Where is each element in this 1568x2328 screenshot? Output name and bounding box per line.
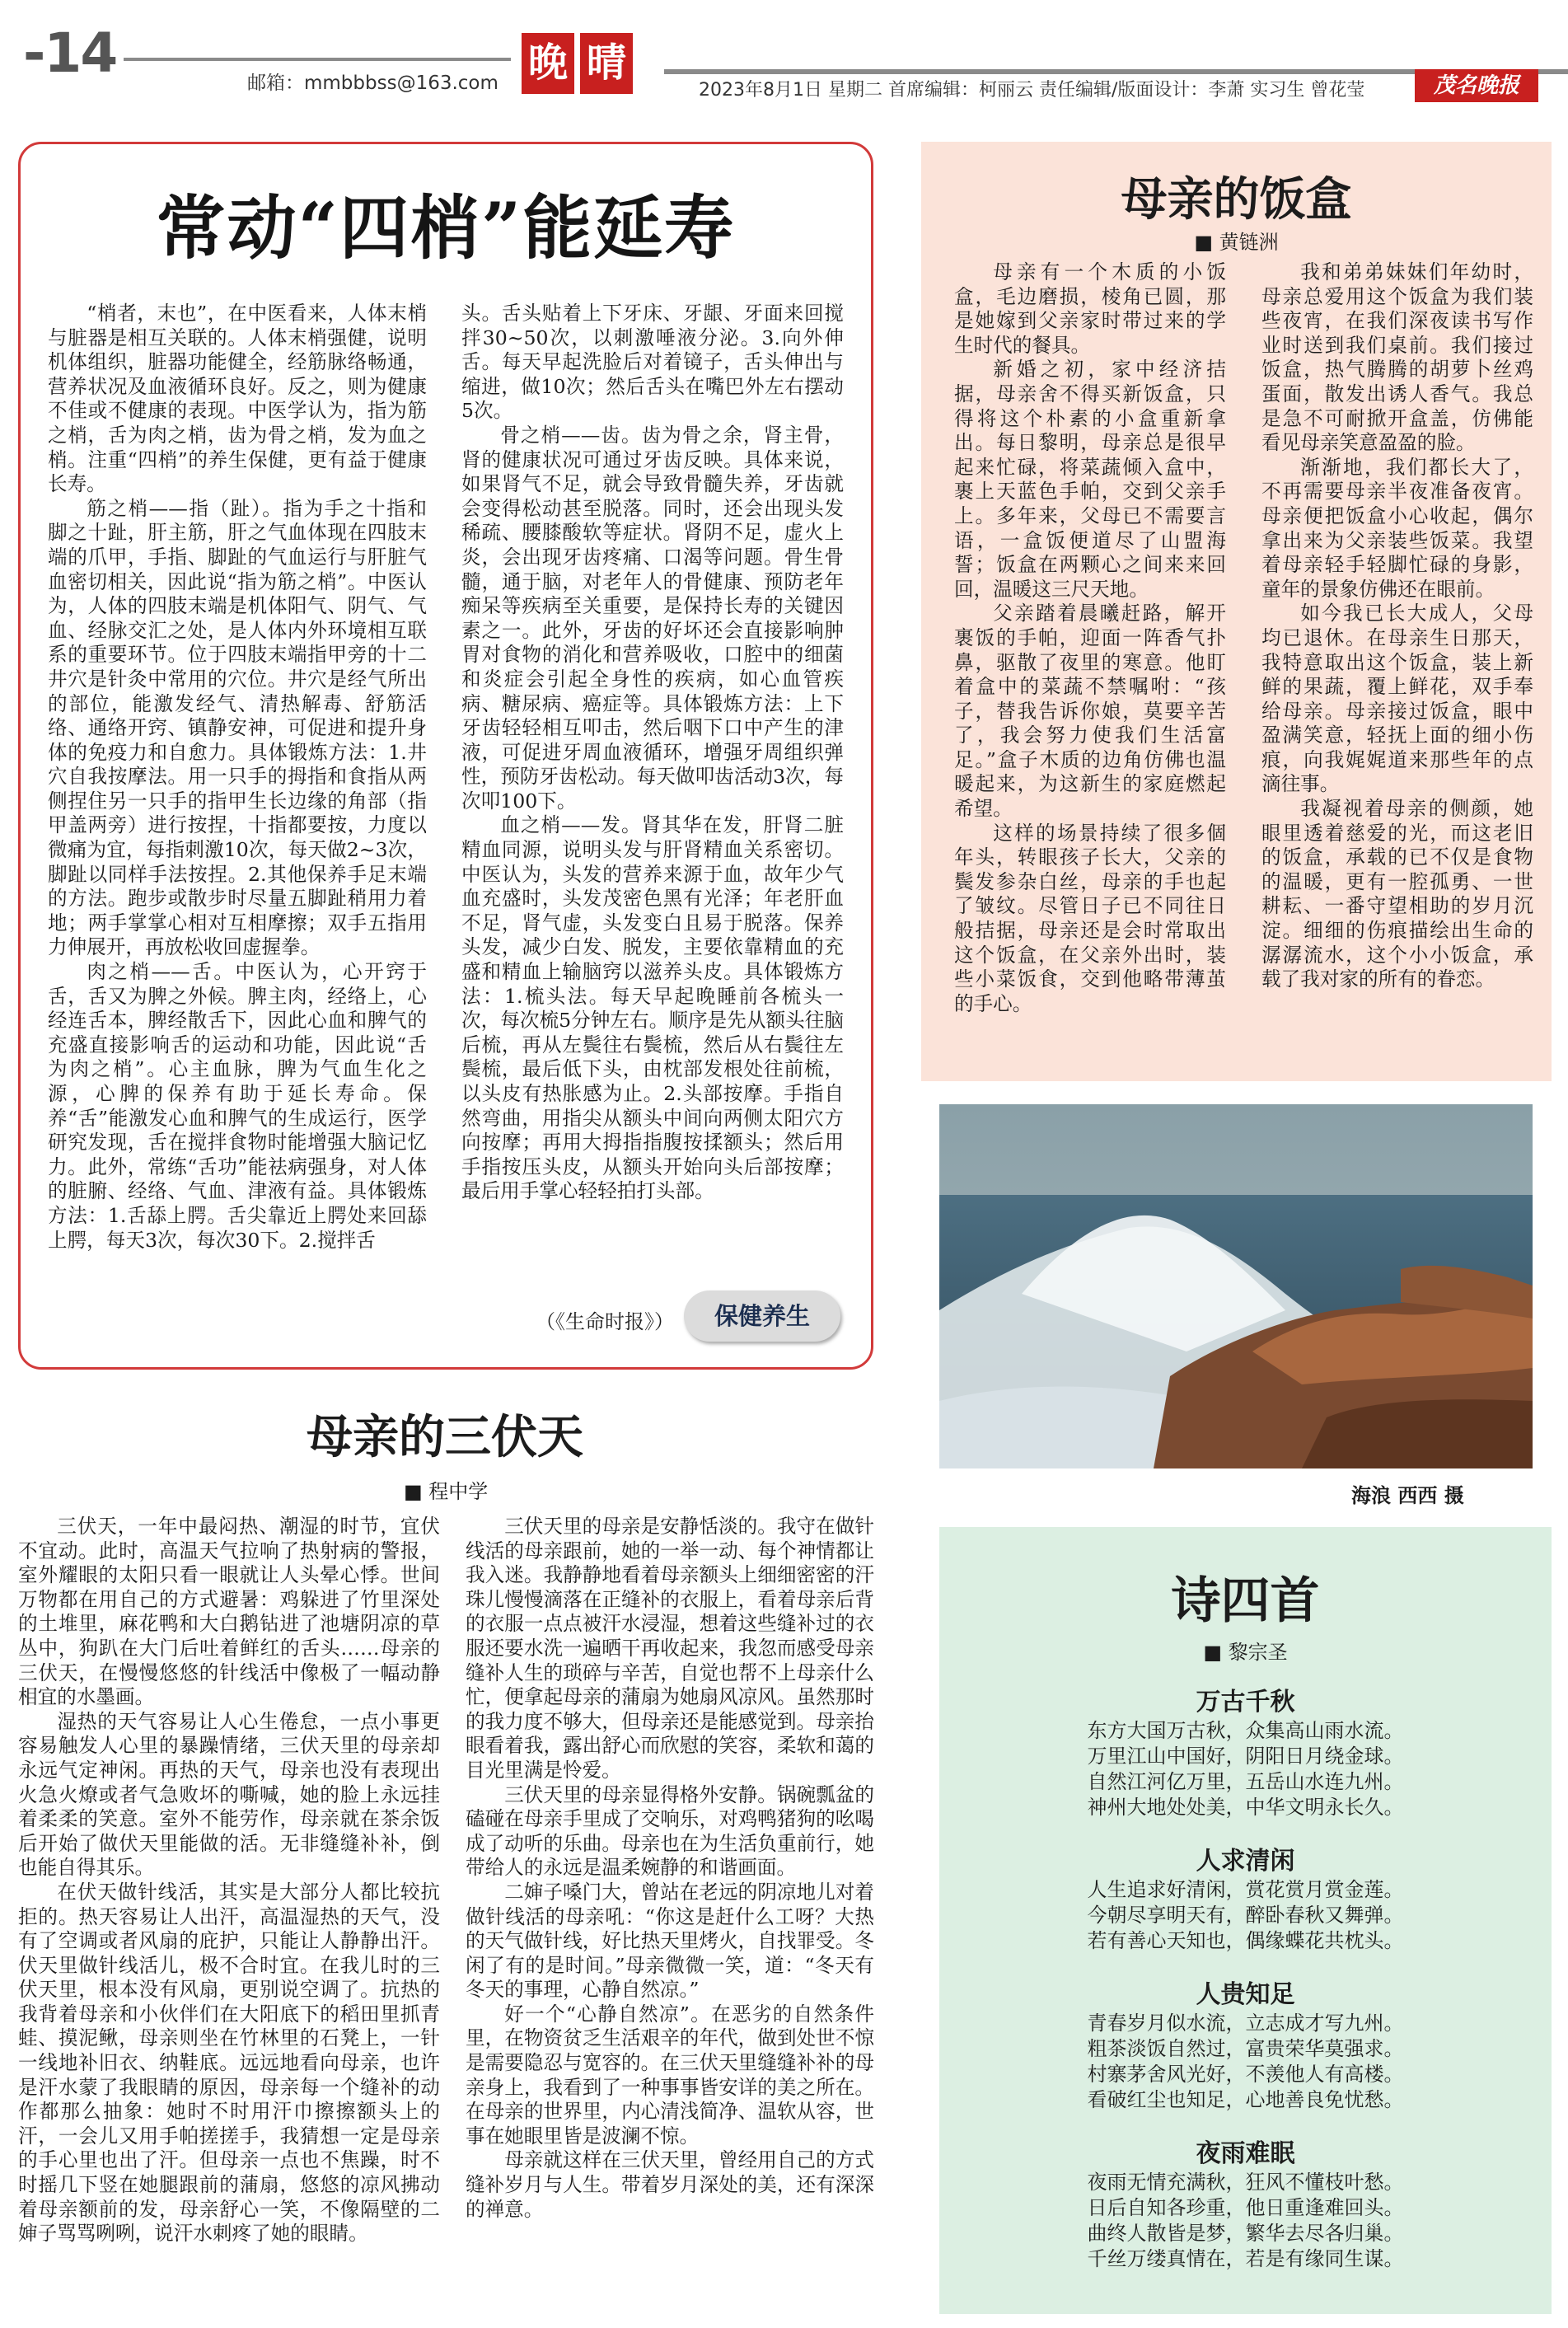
paragraph: 母亲就这样在三伏天里，曾经用自己的方式缝补岁月与人生。带着岁月深处的美，还有深深的禅意。 <box>466 2148 874 2221</box>
poem-line: 人生追求好清闲，赏花赏月赏金莲。 <box>1087 1878 1404 1901</box>
article-lunchbox-column-1 <box>954 260 1226 1016</box>
sea-wave-photo <box>939 1104 1533 1468</box>
article-dogdays-author: ■ 程中学 <box>404 1480 489 1503</box>
paragraph: 三伏天里的母亲显得格外安静。锅碗瓢盆的磕碰在母亲手里成了交响乐，对鸡鸭猪狗的吆喝成了动听的乐曲。母亲也在为生活负重前行，她带给人的永远是温柔婉静的和谐画面。 <box>466 1782 874 1880</box>
poem-line: 今朝尽享明天有，醉卧春秋又舞弹。 <box>1087 1904 1404 1927</box>
header-email: 邮箱：mmbbbss@163.com <box>247 73 498 94</box>
poem-line: 村寨茅舍风光好，不羡他人有高楼。 <box>1087 2063 1404 2086</box>
paragraph: 骨之梢——齿。齿为骨之余，肾主骨，肾的健康状况可通过牙齿反映。具体来说，如果肾气不足，就会导致骨髓失养，牙齿就会变得松动甚至脱落。同时，还会出现头发稀疏、腰膝酸软等症状。肾阴不足，虚火上炎，会出现牙齿疼痛、口渴等问题。骨生骨髓，通于脑，对老年人的骨健康、预防老年痴呆等疾病至关重要，是保持长寿的关键因素之一。此外，牙齿的好坏还会直接影响肿胃对食物的消化和营养吸收，口腔中的细菌和炎症会引起全身性的疾病，如心血管疾病、糖尿病、癌症等。具体锻炼方法：上下牙齿轻轻相互叩击，然后咽下口中产生的津液，可促进牙周血液循环，增强牙周组织弹性，预防牙齿松动。每天做叩齿活动3次，每次叩100下。 <box>461 423 844 813</box>
paragraph: 肉之梢——舌。中医认为，心开窍于舌，舌又为脾之外候。脾主肉，经络上，心经连舌本，脾经散舌下，因此心血和脾气的充盛直接影响舌的运动和功能，因此说“舌为肉之梢”。心主血脉，脾为气血生化之源，心脾的保养有助于延长寿命。保养“舌”能激发心血和脾气的生成运行，医学研究发现，舌在搅拌食物时能增强大脑记忆力。此外，常练“舌功”能祛病强身，对人体的脏腑、经络、气血、津液有益。具体锻炼方法：1.舌舔上腭。舌尖靠近上腭处来回舔上腭，每天3次，每次30下。2.搅拌舌 <box>48 960 427 1252</box>
paragraph: 二婶子嗓门大，曾站在老远的阴凉地儿对着做针线活的母亲吼：“你这是赶什么工呀？大热的天气做针线，好比热天里烤火，自找罪受。冬闲了有的是时间。”母亲微微一笑，道：“冬天有冬天的事理，心静自然凉。” <box>466 1880 874 2002</box>
article-lunchbox-title: 母亲的饭盒 <box>1121 172 1352 227</box>
paragraph: 我和弟弟妹妹们年幼时，母亲总爱用这个饭盒为我们装些夜宵，在我们深夜读书写作业时送到我们桌前。我们接过饭盒，热气腾腾的胡萝卜丝鸡蛋面，散发出诱人香气。我总是急不可耐掀开盒盖，仿佛能看见母亲笑意盈盈的脸。 <box>1261 260 1533 455</box>
poem-line: 日后自知各珍重，他日重逢难回头。 <box>1087 2196 1404 2219</box>
paragraph: 血之梢——发。肾其华在发，肝肾二脏精血同源，说明头发与肝肾精血关系密切。中医认为，头发的营养来源于血，故年少气血充盛时，头发茂密色黑有光泽；年老肝血不足，肾气虚，头发变白且易于脱落。保养头发，减少白发、脱发，主要依靠精血的充盛和精血上输脑窍以滋养头皮。具体锻炼方法：1.梳头法。每天早起晚睡前各梳头一次，每次梳5分钟左右。顺序是先从额头往脑后梳，再从左鬓往右鬓梳，然后从右鬓往左鬓梳，最后低下头，由枕部发根处往前梳，以头皮有热胀感为止。2.头部按摩。手指自然弯曲，用指尖从额头中间向两侧太阳穴方向按摩；再用大拇指指腹按揉额头；然后用手指按压头皮，从额头开始向头后部按摩；最后用手掌心轻轻拍打头部。 <box>461 813 844 1203</box>
poem-title: 夜雨难眠 <box>1196 2139 1295 2168</box>
paragraph: 我凝视着母亲的侧颜，她眼里透着慈爱的光，而这老旧的饭盒，承载的已不仅是食物的温暖，更有一腔孤勇、一世耕耘、一番守望相助的岁月沉淀。细细的伤痕描绘出生命的潺潺流水，这个小小饭盒，承载了我对家的所有的眷恋。 <box>1261 797 1533 991</box>
poem-line: 神州大地处处美，中华文明永长久。 <box>1087 1796 1404 1819</box>
poem-line: 万里江山中国好，阴阳日月绕金球。 <box>1087 1745 1404 1768</box>
poem-title: 万古千秋 <box>1196 1688 1295 1717</box>
article-dogdays-column-2 <box>466 1515 874 2222</box>
poem-line: 夜雨无情充满秋，狂风不懂枝叶愁。 <box>1087 2171 1404 2194</box>
paragraph: 三伏天，一年中最闷热、潮湿的时节，宜伏不宜动。此时，高温天气拉响了热射病的警报，室外耀眼的太阳只看一眼就让人头晕心悸。世间万物都在用自己的方式避暑：鸡躲进了竹里深处的土堆里，麻花鸭和大白鹅钻进了池塘阴凉的草丛中，狗趴在大门后吐着鲜红的舌头……母亲的三伏天，在慢慢悠悠的针线活中像极了一幅动静相宜的水墨画。 <box>18 1515 440 1709</box>
paragraph: “梢者，末也”，在中医看来，人体末梢与脏器是相互关联的。人体末梢强健，说明机体组织，脏器功能健全，经筋脉络畅通，营养状况及血液循环良好。反之，则为健康不佳或不健康的表现。中医学认为，指为筋之梢，舌为肉之梢，齿为骨之梢，发为血之梢。注重“四梢”的养生保健，更有益于健康长寿。 <box>48 302 427 496</box>
article-health-column-1 <box>48 302 427 1253</box>
header-rule <box>124 58 511 61</box>
poem-line: 若有善心天知也，偶缘蝶花共枕头。 <box>1087 1929 1404 1952</box>
article-lunchbox-author: ■ 黄链洲 <box>1194 231 1279 254</box>
paragraph: 湿热的天气容易让人心生倦怠，一点小事更容易触发人心里的暴躁情绪，三伏天里的母亲却永远气定神闲。再热的天气，母亲也没有表现出火急火燎或者气急败坏的嘶喊，她的脸上永远挂着柔柔的笑意。室外不能劳作，母亲就在茶余饭后开始了做伏天里能做的活。无非缝缝补补，倒也能自得其乐。 <box>18 1709 440 1880</box>
article-dogdays-title: 母亲的三伏天 <box>307 1410 583 1464</box>
section-tag-char-1: 晚 <box>522 33 574 94</box>
paragraph: 新婚之初，家中经济拮据，母亲舍不得买新饭盒，只得将这个朴素的小盒重新拿出。每日黎明，母亲总是很早起来忙碌，将菜蔬倾入盒中，裹上天蓝色手帕，交到父亲手上。多年来，父母已不需要言语，一盒饭便道尽了山盟海誓；饭盒在两颗心之间来来回回，温暖这三尺天地。 <box>954 358 1226 601</box>
poem-title: 人贵知足 <box>1196 1980 1295 2009</box>
paragraph: 母亲有一个木质的小饭盒，毛边磨损，棱角已圆，那是她嫁到父亲家时带过来的学生时代的餐具。 <box>954 260 1226 357</box>
section-tag-char-2: 晴 <box>580 33 633 94</box>
article-health-source: （《生命时报》） <box>536 1310 674 1333</box>
poem-line: 看破红尘也知足，心地善良免忧愁。 <box>1087 2088 1404 2111</box>
paragraph: 如今我已长大成人，父母均已退休。在母亲生日那天，我特意取出这个饭盒，装上新鲜的果蔬，覆上鲜花，双手奉给母亲。母亲接过饭盒，眼中盈满笑意，轻抚上面的细小伤痕，向我娓娓道来那些年的点滴往事。 <box>1261 602 1533 796</box>
paragraph: 头。舌头贴着上下牙床、牙龈、牙面来回搅拌30~50次，以刺激唾液分泌。3.向外伸舌。每天早起洗脸后对着镜子，舌头伸出与缩进，做10次；然后舌头在嘴巴外左右摆动5次。 <box>461 302 844 423</box>
photo-caption: 海浪 西西 摄 <box>1351 1484 1464 1507</box>
paragraph: 渐渐地，我们都长大了，不再需要母亲半夜准备夜宵。母亲便把饭盒小心收起，偶尔拿出来为父亲装些饭菜。我望着母亲轻手轻脚忙碌的身影，童年的景象仿佛还在眼前。 <box>1261 455 1533 601</box>
article-lunchbox-column-2 <box>1261 260 1533 992</box>
poem-body <box>939 2170 1552 2272</box>
poem-line: 自然江河亿万里，五岳山水连九州。 <box>1087 1770 1404 1793</box>
paragraph: 这样的场景持续了很多個年头，转眼孩子长大，父亲的鬓发参杂白丝，母亲的手也起了皱纹。尽管日子已不同往日般拮据，母亲还是会时常取出这个饭盒，在父亲外出时，装些小菜饭食，交到他略带薄茧的手心。 <box>954 821 1226 1015</box>
article-health-title: 常动“四梢”能延寿 <box>156 187 736 269</box>
poem-body <box>939 1718 1552 1820</box>
newspaper-logo: 茂名晚报 <box>1415 69 1538 102</box>
poem-line: 曲终人散皆是梦，繁华去尽各归巢。 <box>1087 2222 1404 2245</box>
poem-title: 人求清闲 <box>1196 1847 1295 1876</box>
poems-title: 诗四首 <box>1171 1572 1320 1630</box>
column-tag-badge: 保健养生 <box>684 1290 840 1342</box>
article-health-column-2 <box>461 302 844 1204</box>
poem-line: 青春岁月似水流，立志成才写九州。 <box>1087 2012 1404 2035</box>
paragraph: 在伏天做针线活，其实是大部分人都比较抗拒的。热天容易让人出汗，高温湿热的天气，没有了空调或者风扇的庇护，只能让人静静出汗。伏天里做针线活儿，极不合时宜。在我儿时的三伏天里，根本没有风扇，更别说空调了。抗热的我背着母亲和小伙伴们在大阳底下的稻田里抓青蛙、摸泥鳅，母亲则坐在竹林里的石凳上，一针一线地补旧衣、纳鞋底。远远地看向母亲，也许是汗水蒙了我眼睛的原因，母亲每一个缝补的动作都那么抽象：她时不时用汗巾擦擦额头上的汗，一会儿又用手帕搓搓手，我猜想一定是母亲的手心里也出了汗。但母亲一点也不焦躁，时不时摇几下竖在她腿跟前的蒲扇，悠悠的凉风拂动着母亲额前的发，母亲舒心一笑，不像隔壁的二婶子骂骂咧咧，说汗水刺疼了她的眼睛。 <box>18 1880 440 2246</box>
paragraph: 父亲踏着晨曦赶路，解开裹饭的手帕，迎面一阵香气扑鼻，驱散了夜里的寒意。他盯着盒中的菜蔬不禁嘱咐：“孩子，替我告诉你娘，莫要辛苦了，我会努力使我们生活富足。”盒子木质的边角仿佛也温暖起来，为这新生的家庭燃起希望。 <box>954 602 1226 821</box>
poem-line: 粗茶淡饭自然过，富贵荣华莫强求。 <box>1087 2037 1404 2060</box>
page-number: -14 <box>23 21 117 85</box>
header-info-line: 2023年8月1日 星期二 首席编辑：柯丽云 责任编辑/版面设计：李萧 实习生 曾花莹 <box>699 80 1365 101</box>
poem-line: 千丝万缕真情在，若是有缘同生谋。 <box>1087 2247 1404 2270</box>
article-dogdays-column-1 <box>18 1515 440 2246</box>
poem-body <box>939 2011 1552 2113</box>
paragraph: 好一个“心静自然凉”。在恶劣的自然条件里，在物资贫乏生活艰辛的年代，做到处世不惊是需要隐忍与宽容的。在三伏天里缝缝补补的母亲身上，我看到了一种事事皆安详的美之所在。在母亲的世界里，内心清浅简净、温软从容，世事在她眼里皆是波澜不惊。 <box>466 2002 874 2148</box>
paragraph: 三伏天里的母亲是安静恬淡的。我守在做针线活的母亲跟前，她的一举一动、每个神情都让我入迷。我静静地看着母亲额头上细细密密的汗珠儿慢慢滴落在正缝补的衣服上，看着母亲后背的衣服一点点被汗水浸湿，想着这些缝补过的衣服还要水洗一遍晒干再收起来，我忽而感受母亲缝补人生的琐碎与辛苦，自觉也帮不上母亲什么忙，便拿起母亲的蒲扇为她扇风凉风。虽然那时的我力度不够大，但母亲还是能感觉到。母亲抬眼看着我，露出舒心而欣慰的笑容，柔软和蔼的目光里满是怜爱。 <box>466 1515 874 1782</box>
paragraph: 筋之梢——指（趾）。指为手之十指和脚之十趾，肝主筋，肝之气血体现在四肢末端的爪甲，手指、脚趾的气血运行与肝脏气血密切相关，因此说“指为筋之梢”。中医认为，人体的四肢末端是机体阳气、阴气、气血、经脉交汇之处，是人体内外环境相互联系的重要环节。位于四肢末端指甲旁的十二井穴是针灸中常用的穴位。井穴是经气所出的部位，能激发经气、清热解毒、舒筋活络、通络开窍、镇静安神，可促进和提升身体的免疫力和自愈力。具体锻炼方法：1.井穴自我按摩法。用一只手的拇指和食指从两侧捏住另一只手的指甲生长边缘的角部（指甲盖两旁）进行按捏，十指都要按，力度以微痛为宜，每指刺激10次，每天做2~3次，脚趾以同样手法按捏。2.其他保养手足末端的方法。跑步或散步时尽量五脚趾稍用力着地；两手掌掌心相对互相摩擦；双手五指用力伸展开，再放松收回虚握拳。 <box>48 496 427 959</box>
poems-author: ■ 黎宗圣 <box>1203 1641 1288 1664</box>
poem-body <box>939 1877 1552 1954</box>
poem-line: 东方大国万古秋，众集高山雨水流。 <box>1087 1719 1404 1742</box>
